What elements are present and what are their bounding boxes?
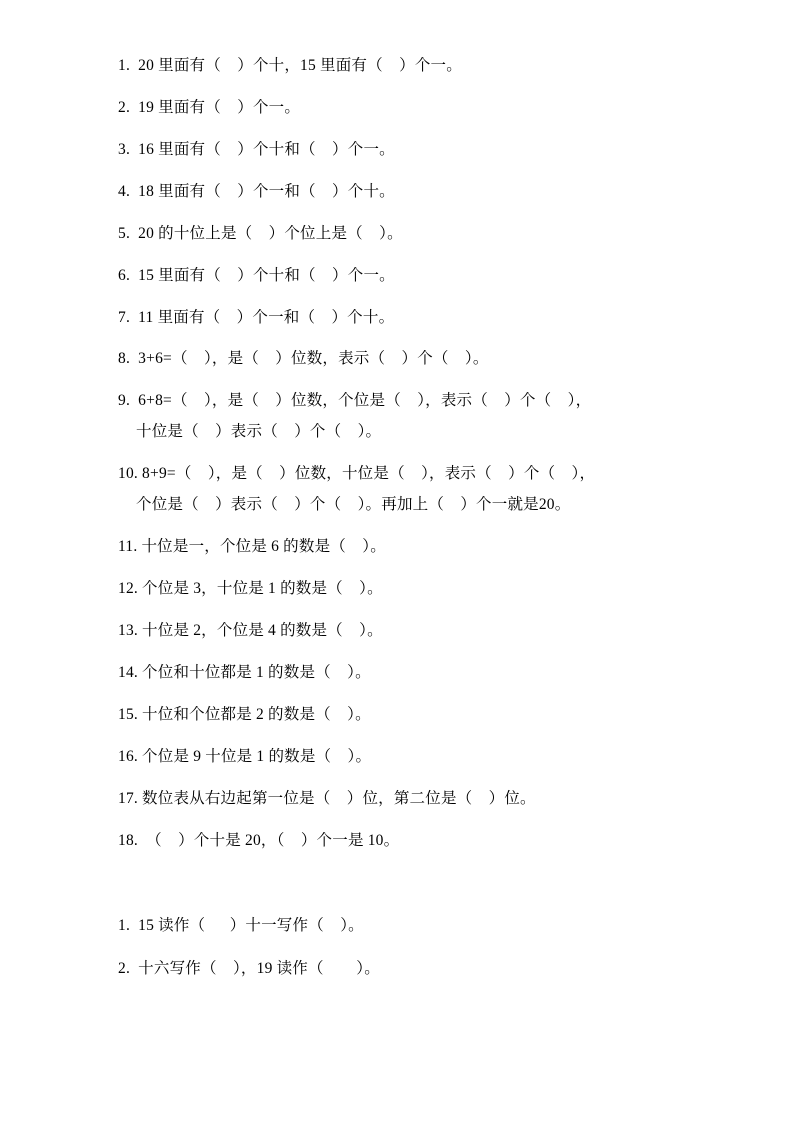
question-line: 4. 18 里面有（ ）个一和（ ）个十。 (118, 182, 395, 200)
question-line: 2. 19 里面有（ ）个一。 (118, 98, 301, 116)
question-line: 5. 20 的十位上是（ ）个位上是（ ）。 (118, 224, 403, 242)
question-line: 13. 十位是 2，个位是 4 的数是（ ）。 (118, 621, 383, 639)
question-line-continuation: 个位是（ ）表示（ ）个（ ）。再加上（ ）个一就是20。 (136, 496, 571, 514)
question-line: 2. 十六写作（ ），19 读作（ ）。 (118, 960, 380, 978)
question-line: 11. 十位是一，个位是 6 的数是（ ）。 (118, 538, 386, 556)
question-line: 14. 个位和十位都是 1 的数是（ ）。 (118, 663, 371, 681)
question-line: 1. 20 里面有（ ）个十，15 里面有（ ）个一。 (118, 57, 462, 74)
question-line: 16. 个位是 9 十位是 1 的数是（ ）。 (118, 747, 372, 765)
question-line: 10. 8+9=（ ），是（ ）位数，十位是（ ），表示（ ）个（ ）， (118, 465, 596, 483)
worksheet-body (118, 56, 721, 980)
question-line: 9. 6+8=（ ），是（ ）位数，个位是（ ），表示（ ）个（ ）， (118, 392, 592, 410)
question-line: 12. 个位是 3，十位是 1 的数是（ ）。 (118, 579, 383, 597)
question-line: 17. 数位表从右边起第一位是（ ）位，第二位是（ ）位。 (118, 789, 536, 807)
fill-in-blank-section-2 (118, 916, 721, 980)
question-line: 7. 11 里面有（ ）个一和（ ）个十。 (118, 308, 395, 326)
question-line-continuation: 十位是（ ）表示（ ）个（ ）。 (136, 423, 382, 441)
question-line: 18. （ ）个十是 20，（ ）个一是 10。 (118, 831, 400, 849)
question-line: 15. 十位和个位都是 2 的数是（ ）。 (118, 705, 371, 723)
question-line: 8. 3+6=（ ），是（ ）位数，表示（ ）个（ ）。 (118, 350, 489, 368)
question-line: 3. 16 里面有（ ）个十和（ ）个一。 (118, 140, 395, 158)
question-line: 1. 15 读作（ ）十一写作（ ）。 (118, 917, 364, 935)
fill-in-blank-section-1 (118, 56, 721, 851)
section-divider (118, 872, 721, 916)
question-line: 6. 15 里面有（ ）个十和（ ）个一。 (118, 266, 395, 284)
